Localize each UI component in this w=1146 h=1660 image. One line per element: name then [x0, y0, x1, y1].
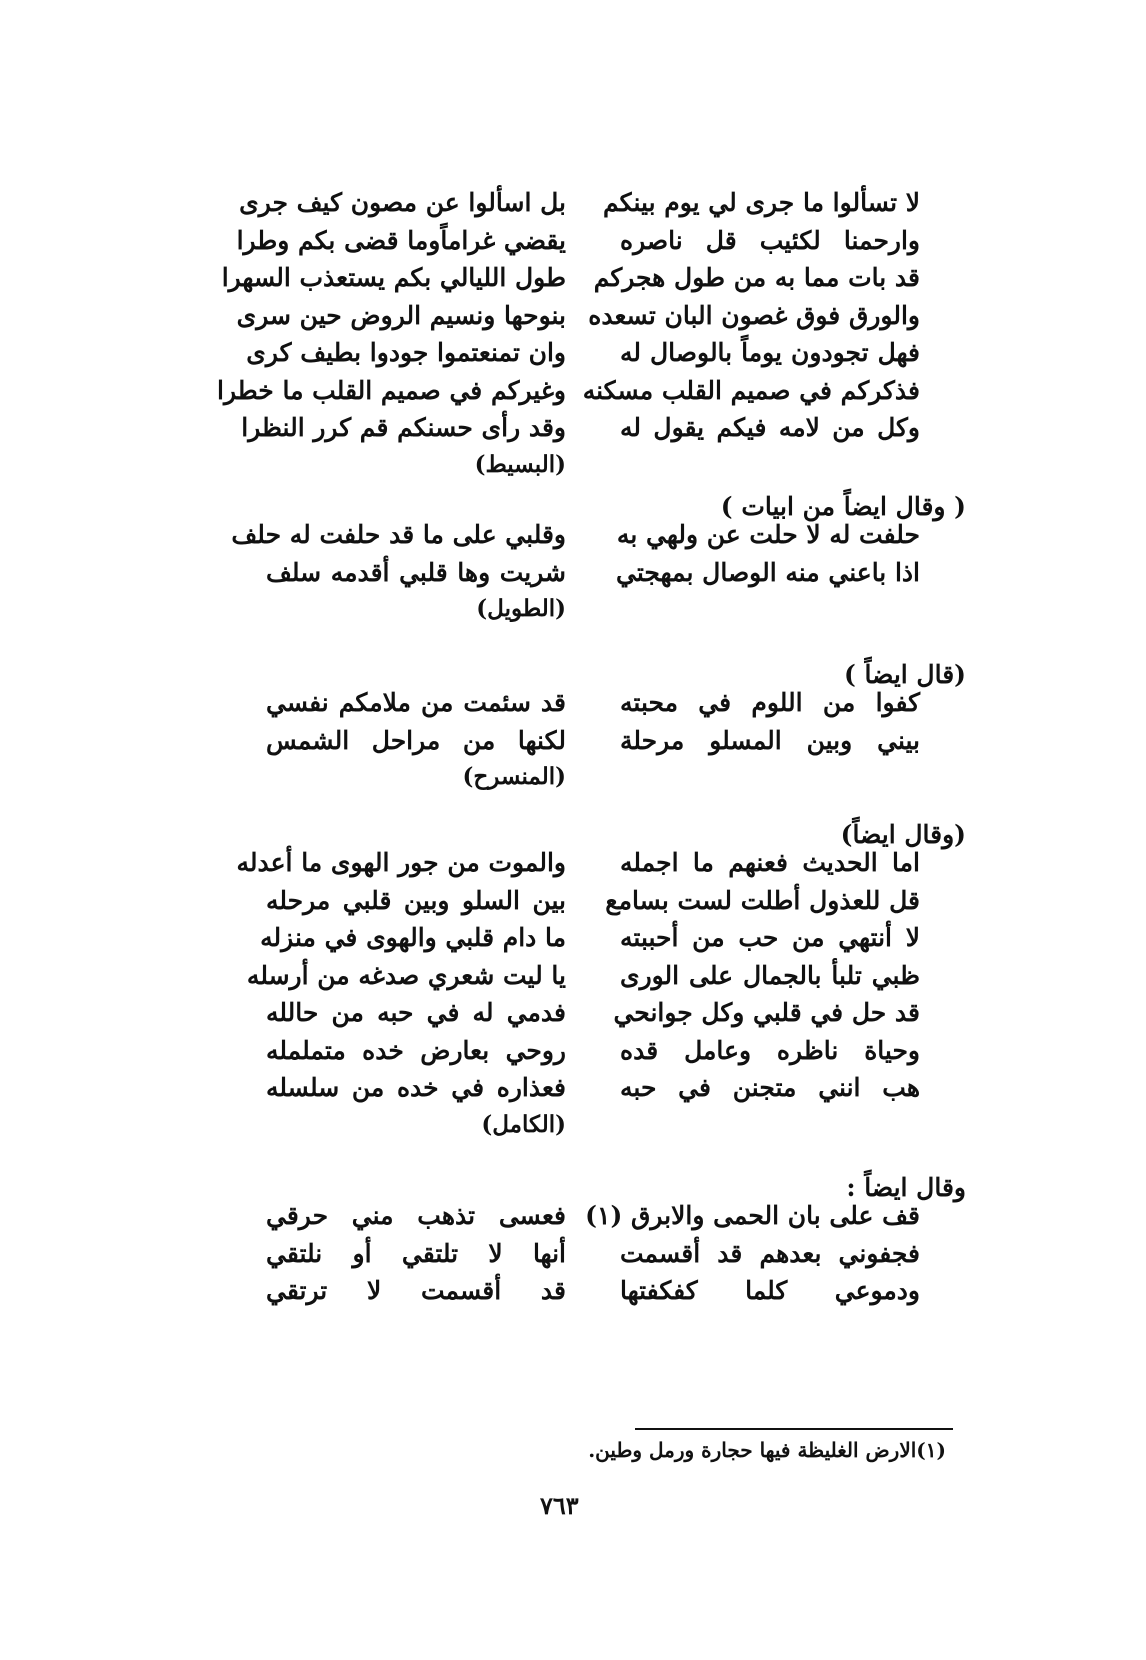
- section-intro: (وقال ايضاً): [840, 820, 966, 849]
- verse-couplet: [0, 1276, 1146, 1320]
- hemistich-first: اذا باعني منه الوصال بمهجتي: [616, 557, 920, 587]
- hemistich-second: ما دام قلبي والهوى في منزله: [260, 923, 566, 952]
- hemistich-first: وحياة ناظره وعامل قده: [620, 1035, 920, 1065]
- hemistich-first: فذكركم في صميم القلب مسكنه: [582, 375, 920, 405]
- hemistich-second: بل اسألوا عن مصون كيف جرى: [239, 188, 566, 217]
- hemistich-first: قد حل في قلبي وكل جوانحي: [613, 998, 920, 1027]
- verse-couplet: [0, 558, 1146, 602]
- hemistich-first: ودموعي كلما كفكفتها: [620, 1276, 920, 1305]
- hemistich-first: قف على بان الحمى والابرق (١): [585, 1201, 920, 1230]
- hemistich-first: حلفت له لا حلت عن ولهي به: [616, 520, 920, 549]
- hemistich-first: قل للعذول أطلت لست بسامع: [605, 885, 920, 915]
- hemistich-second: وان تمنعتموا جودوا بطيف كرى: [246, 338, 566, 367]
- hemistich-first: وكل من لامه فيكم يقول له: [620, 413, 920, 442]
- hemistich-first: لا أنتهي من حب من أحببته: [620, 923, 920, 952]
- hemistich-second: طول الليالي بكم يستعذب السهرا: [221, 263, 566, 292]
- meter-label: (المنسرح): [462, 763, 566, 790]
- hemistich-second: بين السلو وبين قلبي مرحله: [266, 885, 566, 915]
- hemistich-second: بنوحها ونسيم الروض حين سرى: [236, 300, 566, 330]
- hemistich-second: شريت وها قلبي أقدمه سلف: [266, 557, 566, 587]
- hemistich-first: وارحمنا لكئيب قل ناصره: [620, 225, 920, 255]
- hemistich-second: قد سئمت من ملامكم نفسي: [266, 688, 566, 717]
- hemistich-first: كفوا من اللوم في محبته: [620, 688, 920, 717]
- hemistich-first: هب انني متجنن في حبه: [620, 1073, 920, 1102]
- hemistich-first: لا تسألوا ما جرى لي يوم بينكم: [603, 188, 920, 217]
- hemistich-first: فجفوني بعدهم قد أقسمت: [620, 1238, 920, 1268]
- hemistich-first: بيني وبين المسلو مرحلة: [620, 725, 920, 755]
- hemistich-second: وقد رأى حسنكم قم كرر النظرا: [241, 413, 566, 442]
- section-intro: (قال ايضاً ): [844, 660, 966, 689]
- verse-couplet: [0, 726, 1146, 770]
- hemistich-second: وقلبي على ما قد حلفت له حلف: [231, 520, 566, 549]
- hemistich-second: يقضي غراماًوما قضى بكم وطرا: [236, 225, 566, 255]
- hemistich-second: فدمي له في حبه من حالله: [266, 998, 566, 1027]
- hemistich-first: فهل تجودون يوماً بالوصال له: [620, 338, 920, 367]
- hemistich-first: ظبي تلبأ بالجمال على الورى: [620, 960, 920, 990]
- hemistich-second: وغيركم في صميم القلب ما خطرا: [217, 375, 566, 405]
- verse-couplet: [0, 1073, 1146, 1117]
- section-intro: وقال ايضاً :: [846, 1173, 966, 1202]
- footnote-rule: [635, 1428, 953, 1430]
- hemistich-second: والموت من جور الهوى ما أعدله: [236, 848, 566, 877]
- hemistich-second: روحي بعارض خده متململه: [266, 1035, 566, 1065]
- hemistich-second: أنها لا تلتقي أو نلتقي: [266, 1238, 566, 1268]
- verse-couplet: [0, 413, 1146, 457]
- hemistich-first: قد بات مما به من طول هجركم: [593, 263, 920, 292]
- hemistich-first: اما الحديث فعنهم ما اجمله: [620, 848, 920, 877]
- meter-label: (الكامل): [481, 1110, 566, 1138]
- hemistich-second: لكنها من مراحل الشمس: [266, 725, 566, 755]
- hemistich-second: فعسى تذهب مني حرقي: [266, 1201, 566, 1230]
- meter-label: (الطويل): [476, 595, 566, 622]
- page-number: ٧٦٣: [540, 1491, 579, 1520]
- hemistich-second: يا ليت شعري صدغه من أرسله: [246, 960, 566, 990]
- section-intro: ( وقال ايضاً من ابيات ): [720, 492, 966, 521]
- footnote: (١)الارض الغليظة فيها حجارة ورمل وطين.: [588, 1438, 946, 1462]
- hemistich-first: والورق فوق غصون البان تسعده: [588, 300, 920, 330]
- hemistich-second: فعذاره في خده من سلسله: [266, 1073, 566, 1102]
- hemistich-second: قد أقسمت لا ترتقي: [266, 1276, 566, 1305]
- meter-label: (البسيط): [474, 450, 566, 478]
